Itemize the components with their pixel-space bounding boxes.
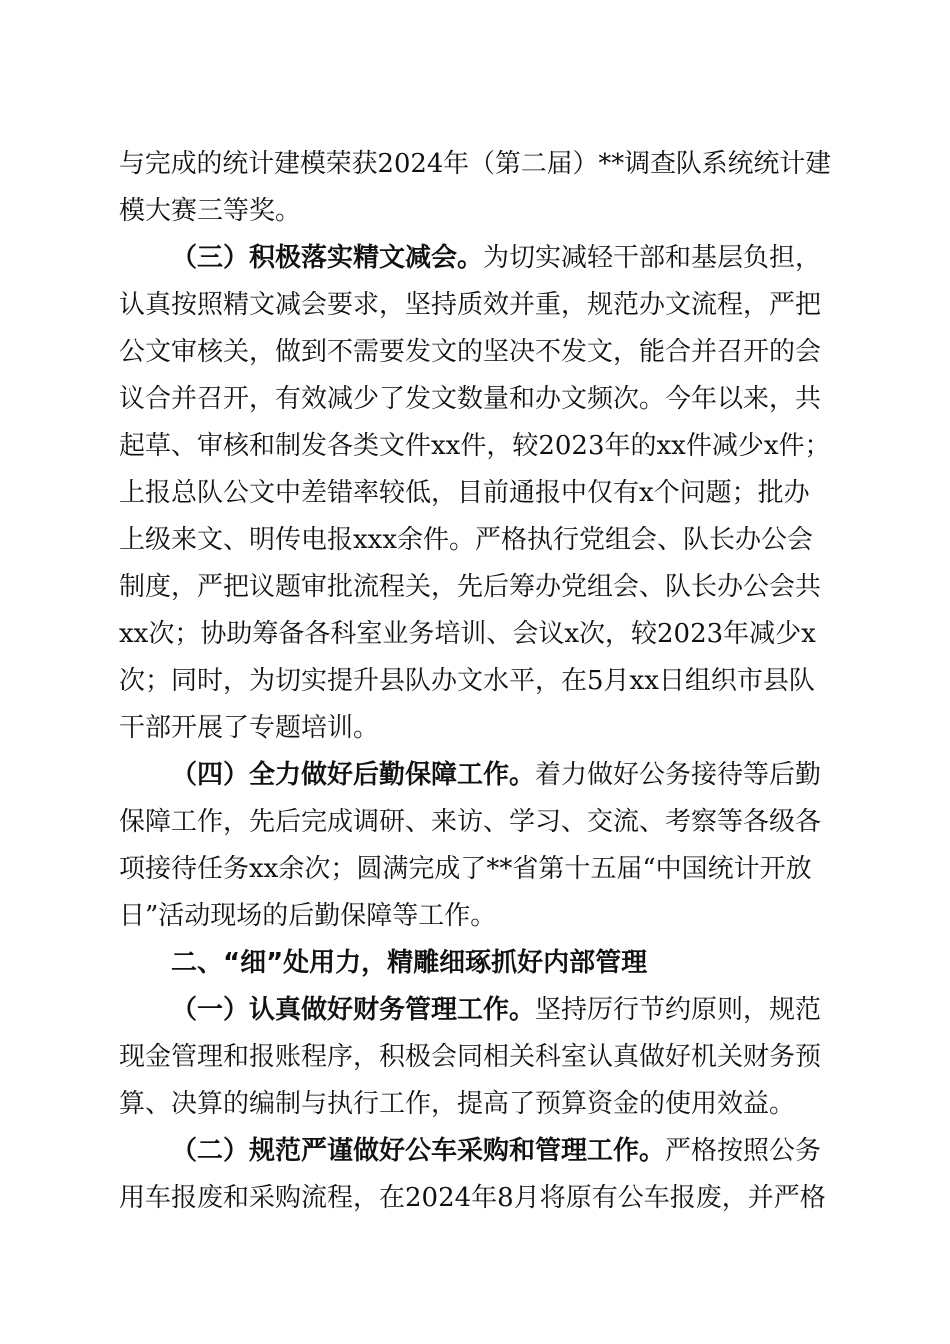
text-line xyxy=(119,426,831,466)
text-line xyxy=(119,1178,831,1218)
text-line xyxy=(119,567,831,607)
text-line xyxy=(119,473,831,513)
text-line xyxy=(171,755,831,795)
line-text: xx次；协助筹备各科室业务培训、会议x次，较2023年减少x xyxy=(119,619,816,649)
text-line xyxy=(119,896,831,936)
line-text: 现金管理和报账程序，积极会同相关科室认真做好机关财务预 xyxy=(119,1042,822,1072)
line-text: 为切实减轻干部和基层负担， xyxy=(483,243,822,273)
subheading-lead: （四）全力做好后勤保障工作。 xyxy=(171,760,536,790)
line-text: 项接待任务xx余次；圆满完成了**省第十五届“中国统计开放 xyxy=(119,854,812,884)
line-text: 次；同时，为切实提升县队办文水平，在5月xx日组织市县队 xyxy=(119,666,815,696)
section-heading-text: 二、“细”处用力，精雕细琢抓好内部管理 xyxy=(171,948,648,978)
text-line xyxy=(119,191,831,231)
subheading-lead: （二）规范严谨做好公车采购和管理工作。 xyxy=(171,1136,666,1166)
line-text: 日”活动现场的后勤保障等工作。 xyxy=(119,901,497,931)
text-line xyxy=(119,1084,831,1124)
line-text: 算、决算的编制与执行工作，提高了预算资金的使用效益。 xyxy=(119,1089,796,1119)
line-text: 议合并召开，有效减少了发文数量和办文频次。今年以来，共 xyxy=(119,384,822,414)
section-heading xyxy=(171,943,831,983)
text-line xyxy=(119,144,831,184)
subheading-lead: （三）积极落实精文减会。 xyxy=(171,243,484,273)
text-line xyxy=(171,238,831,278)
text-line xyxy=(119,379,831,419)
text-line xyxy=(119,708,831,748)
line-text: 保障工作，先后完成调研、来访、学习、交流、考察等各级各 xyxy=(119,807,822,837)
line-text: 起草、审核和制发各类文件xx件，较2023年的xx件减少x件； xyxy=(119,431,831,461)
subheading-lead: （一）认真做好财务管理工作。 xyxy=(171,995,536,1025)
text-line xyxy=(171,1131,831,1171)
text-line xyxy=(171,990,831,1030)
text-line xyxy=(119,849,831,889)
line-text: 干部开展了专题培训。 xyxy=(119,713,380,743)
text-line xyxy=(119,614,831,654)
line-text: 与完成的统计建模荣获2024年（第二届）**调查队系统统计建 xyxy=(119,149,832,179)
line-text: 上级来文、明传电报xxx余件。严格执行党组会、队长办公会 xyxy=(119,525,813,555)
text-line xyxy=(119,520,831,560)
line-text: 制度，严把议题审批流程关，先后筹办党组会、队长办公会共 xyxy=(119,572,822,602)
text-line xyxy=(119,802,831,842)
text-line xyxy=(119,285,831,325)
line-text: 着力做好公务接待等后勤 xyxy=(535,760,822,790)
line-text: 认真按照精文减会要求，坚持质效并重，规范办文流程，严把 xyxy=(119,290,822,320)
text-line xyxy=(119,332,831,372)
line-text: 严格按照公务 xyxy=(665,1136,822,1166)
line-text: 公文审核关，做到不需要发文的坚决不发文，能合并召开的会 xyxy=(119,337,822,367)
line-text: 上报总队公文中差错率较低，目前通报中仅有x个问题；批办 xyxy=(119,478,810,508)
text-line xyxy=(119,1037,831,1077)
line-text: 坚持厉行节约原则，规范 xyxy=(535,995,822,1025)
line-text: 用车报废和采购流程，在2024年8月将原有公车报废，并严格 xyxy=(119,1183,826,1213)
text-line xyxy=(119,661,831,701)
line-text: 模大赛三等奖。 xyxy=(119,196,302,226)
